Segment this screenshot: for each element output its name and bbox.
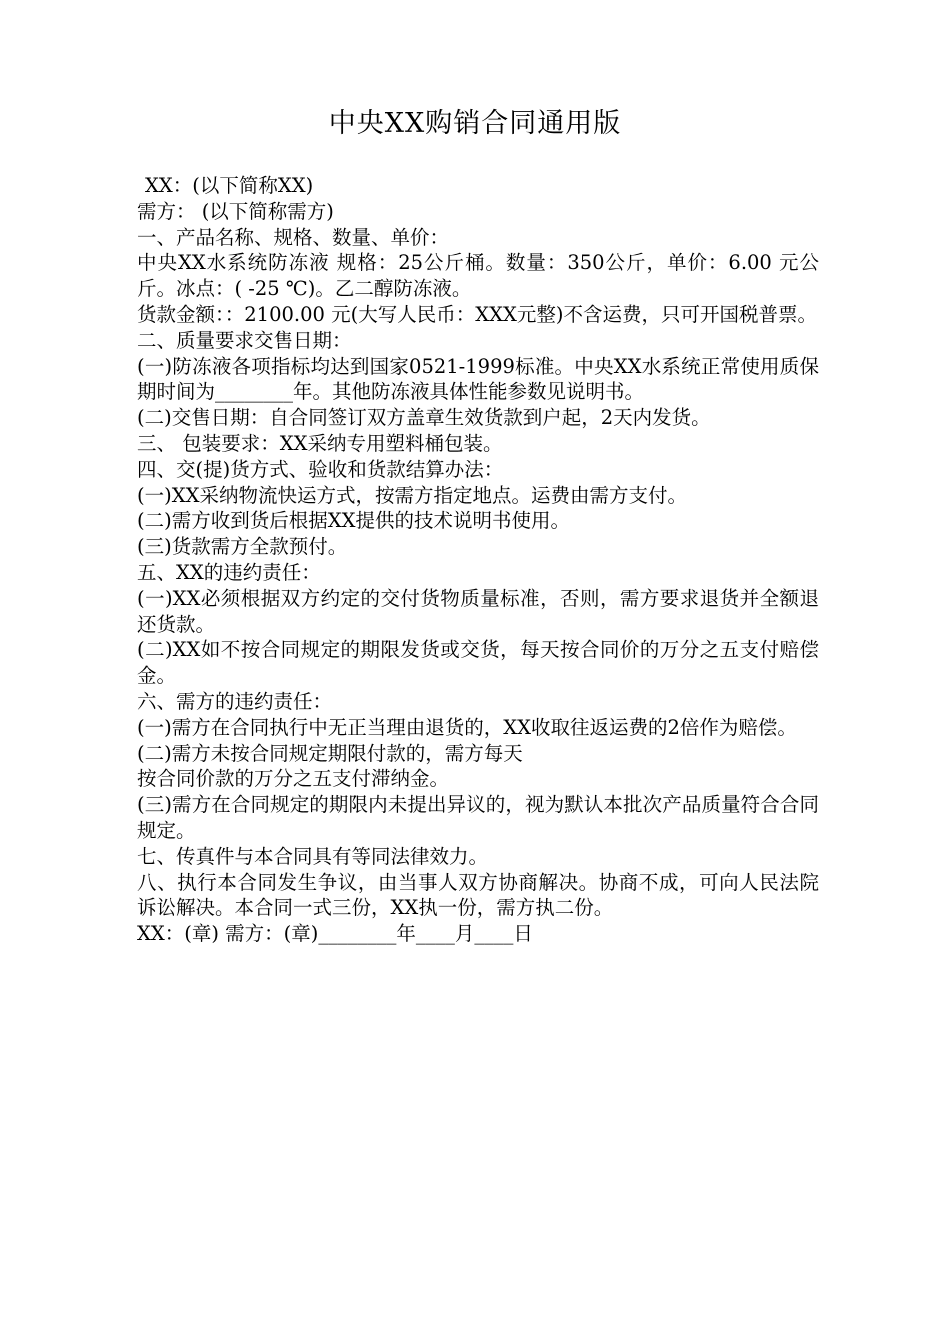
section-heading-product: 一、产品名称、规格、数量、单价： xyxy=(137,225,450,249)
section-heading-buyer-liability: 六、需方的违约责任： xyxy=(137,689,333,713)
section-heading-packaging: 三、 包装要求：XX采纳专用塑料桶包装。 xyxy=(137,431,503,455)
document-title: 中央XX购销合同通用版 xyxy=(328,108,622,139)
buyer-liability-paragraph-2a: (二)需方未按合同规定期限付款的，需方每天 xyxy=(137,741,523,765)
buyer-liability-paragraph-2b: 按合同价款的万分之五支付滞纳金。 xyxy=(137,767,450,791)
payment-amount-paragraph: 货款金额：：2100.00 元(大写人民币：XXX元整)不含运费，只可开国税普票。 xyxy=(137,302,817,326)
section-heading-delivery: 四、交(提)货方式、验收和货款结算办法： xyxy=(137,457,504,481)
shipping-method-line: (一)XX采纳物流快运方式，按需方指定地点。运费由需方支付。 xyxy=(137,483,687,507)
usage-line: (二)需方收到货后根据XX提供的技术说明书使用。 xyxy=(137,509,570,533)
supplier-line: XX：(以下简称XX) xyxy=(145,174,314,197)
supplier-liability-paragraph-2: (二)XX如不按合同规定的期限发货或交货，每天按合同价的万分之五支付赔偿金。 xyxy=(137,638,819,688)
buyer-liability-paragraph-3: (三)需方在合同规定的期限内未提出异议的，视为默认本批次产品质量符合合同规定。 xyxy=(137,793,819,842)
supplier-liability-paragraph-1: (一)XX必须根据双方约定的交付货物质量标准，否则，需方要求退货并全额退还货款。 xyxy=(137,586,819,636)
signature-line: XX：(章) 需方：(章)________年____月____日 xyxy=(137,922,533,946)
delivery-date-line: (二)交售日期：自合同签订双方盖章生效货款到户起，2天内发货。 xyxy=(137,406,711,430)
buyer-liability-paragraph-1: (一)需方在合同执行中无正当理由退货的，XX收取往返运费的2倍作为赔偿。 xyxy=(137,715,797,739)
section-heading-supplier-liability: 五、XX的违约责任： xyxy=(137,560,321,584)
buyer-line: 需方： (以下简称需方) xyxy=(137,199,334,223)
product-spec-paragraph: 中央XX水系统防冻液 规格：25公斤桶。数量：350公斤，单价：6.00 元公斤。冰点：( -25 ℃)。乙二醇防冻液。 xyxy=(137,251,819,301)
fax-validity-line: 七、传真件与本合同具有等同法律效力。 xyxy=(137,844,489,868)
dispute-resolution-paragraph: 八、执行本合同发生争议，由当事人双方协商解决。协商不成，可向人民法院诉讼解决。本合同一式三份，XX执一份，需方执二份。 xyxy=(137,870,819,920)
prepayment-line: (三)货款需方全款预付。 xyxy=(137,535,348,559)
section-heading-quality: 二、质量要求交售日期： xyxy=(137,328,352,352)
contract-body xyxy=(137,173,819,947)
quality-standard-paragraph: (一)防冻液各项指标均达到国家0521-1999标准。中央XX水系统正常使用质保期时间为________年。其他防冻液具体性能参数见说明书。 xyxy=(137,354,819,404)
